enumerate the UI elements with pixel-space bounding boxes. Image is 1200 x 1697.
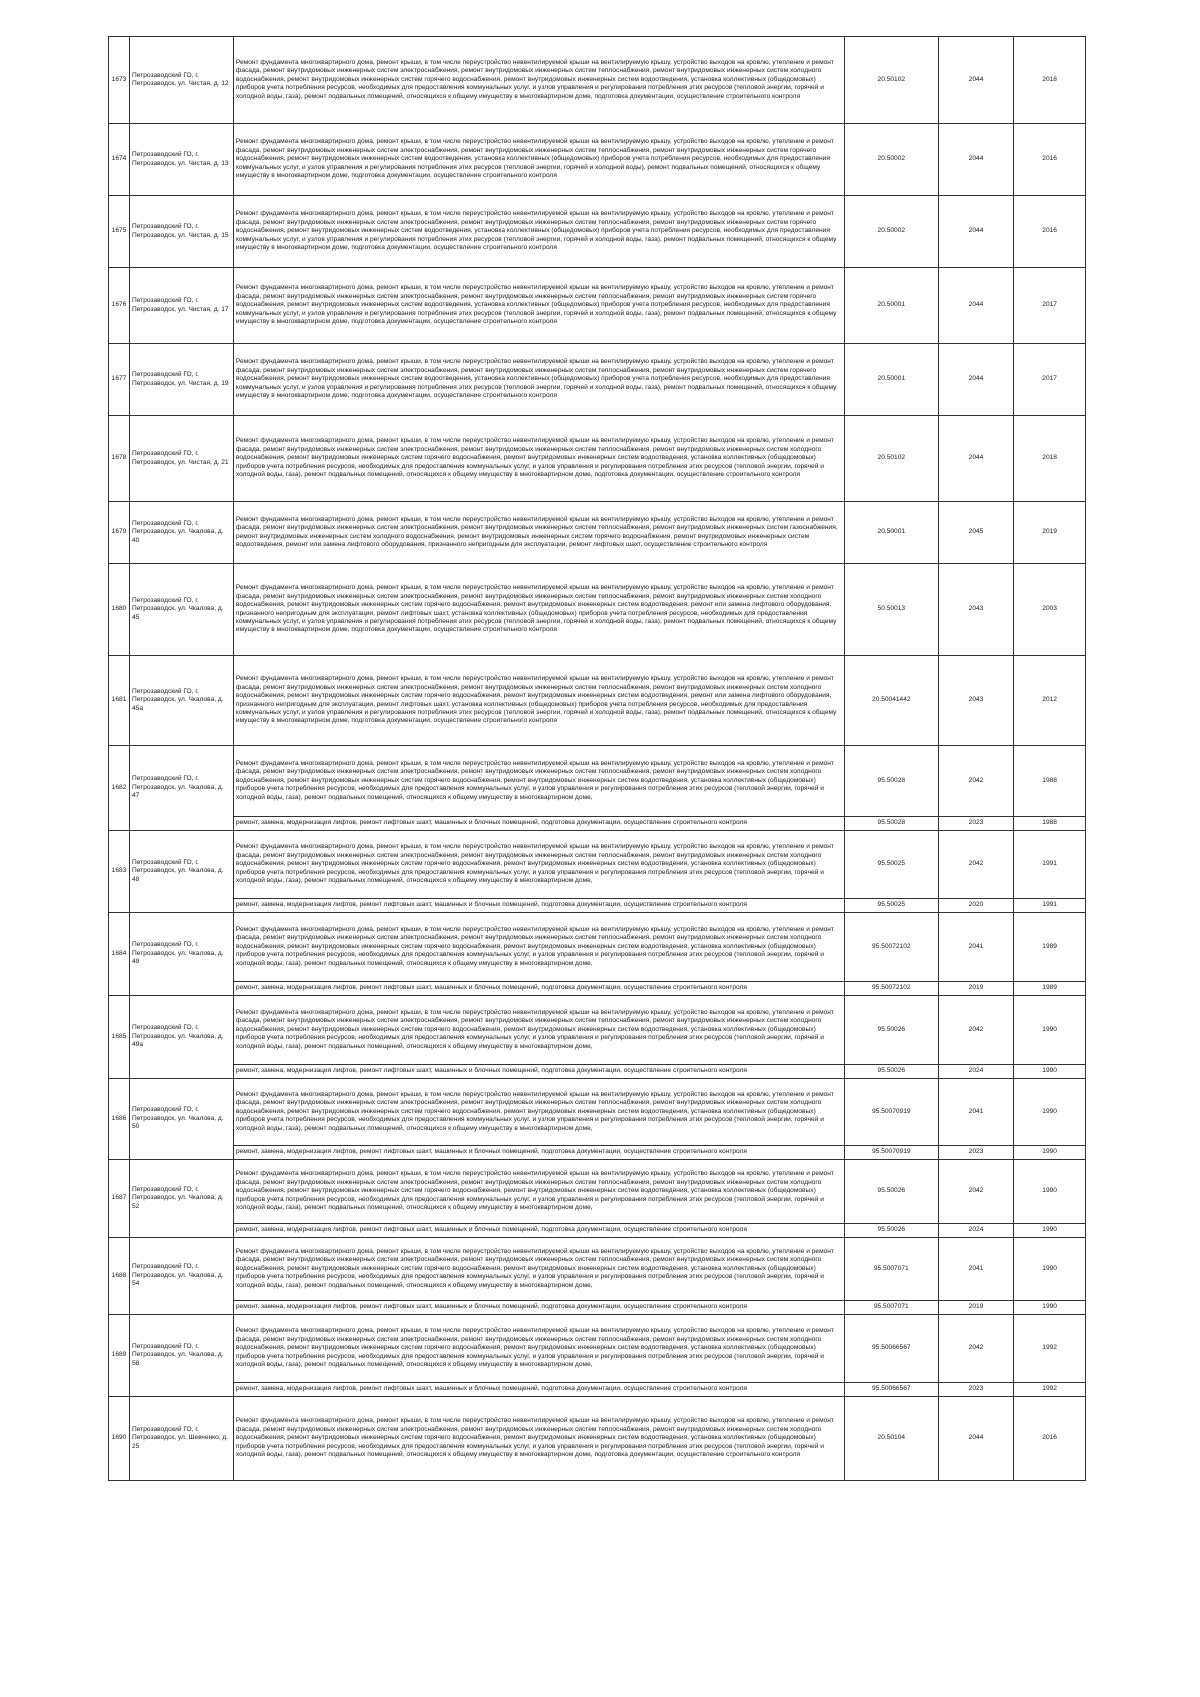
year-built-cell: 2018 [1014, 416, 1086, 502]
address-cell: Петрозаводский ГО, г. Петрозаводск, ул. Чкалова, д. 40 [130, 502, 234, 564]
table-row [109, 124, 1086, 196]
year-built-cell: 1988 [1014, 817, 1086, 831]
table-body [109, 37, 1086, 1481]
row-number-cell: 1687 [109, 1160, 130, 1238]
works-cell: Ремонт фундамента многоквартирного дома, ремонт крыши, в том числе переустройство невентилируемой крыши на вентилируемую крышу, устройство выходов на кровлю, утепление и ремонт фасада, ремонт внутридомовых инженерных систем электроснабжения, ремонт внутридомовых инженерных систем теплоснабжения, ремонт внутридомовых инженерных систем холодного водоснабжения, ремонт внутридомовых инженерных систем горячего водоснабжения, ремонт внутридомовых инженерных систем водоотведения, установка коллективных (общедомовых) приборов учета потребления ресурсов, необходимых для предоставления коммунальных услуг, и узлов управления и регулирования потребления этих ресурсов (тепловой энергии, горячей и холодной воды, газа), ремонт подвальных помещений, относящихся к общему имуществу в многоквартирном доме, [233, 1079, 844, 1146]
row-number-cell: 1683 [109, 831, 130, 913]
table-row [109, 1079, 1086, 1146]
row-number-cell: 1686 [109, 1079, 130, 1160]
address-cell: Петрозаводский ГО, г. Петрозаводск, ул. Чкалова, д. 49а [130, 996, 234, 1079]
row-number-cell: 1673 [109, 37, 130, 124]
year-built-cell: 1990 [1014, 1224, 1086, 1238]
address-cell: Петрозаводский ГО, г. Петрозаводск, ул. Чкалова, д. 48 [130, 831, 234, 913]
row-number-cell: 1690 [109, 1397, 130, 1481]
code-cell: 20.50001 [844, 344, 938, 416]
works-cell: Ремонт фундамента многоквартирного дома, ремонт крыши, в том числе переустройство невентилируемой крыши на вентилируемую крышу, устройство выходов на кровлю, утепление и ремонт фасада, ремонт внутридомовых инженерных систем электроснабжения, ремонт внутридомовых инженерных систем теплоснабжения, ремонт внутридомовых инженерных систем холодного водоснабжения, ремонт внутридомовых инженерных систем горячего водоснабжения, ремонт внутридомовых инженерных систем водоотведения, установка коллективных (общедомовых) приборов учета потребления ресурсов, необходимых для предоставления коммунальных услуг, и узлов управления и регулирования потребления этих ресурсов (тепловой энергии, горячей и холодной воды, газа), ремонт подвальных помещений, относящихся к общему имуществу в многоквартирном доме, подготовка документации, осуществление строительного контроля [233, 37, 844, 124]
year-built-cell: 2017 [1014, 268, 1086, 344]
row-number-cell: 1676 [109, 268, 130, 344]
year-built-cell: 1990 [1014, 1301, 1086, 1315]
works-cell: Ремонт фундамента многоквартирного дома, ремонт крыши, в том числе переустройство невентилируемой крыши на вентилируемую крышу, устройство выходов на кровлю, утепление и ремонт фасада, ремонт внутридомовых инженерных систем электроснабжения, ремонт внутридомовых инженерных систем теплоснабжения, ремонт внутридомовых инженерных систем холодного водоснабжения, ремонт внутридомовых инженерных систем горячего водоснабжения, ремонт внутридомовых инженерных систем водоотведения, ремонт или замена лифтового оборудования, признанного непригодным для эксплуатации, ремонт лифтовых шахт, установка коллективных (общедомовых) приборов учета потребления ресурсов, необходимых для предоставления коммунальных услуг, и узлов управления и регулирования потребления этих ресурсов (тепловой энергии, горячей и холодной воды, газа), ремонт подвальных помещений, относящихся к общему имуществу в многоквартирном доме, подготовка документации, осуществление строительного контроля [233, 564, 844, 656]
row-number-cell: 1675 [109, 196, 130, 268]
planned-year-cell: 2042 [938, 1315, 1013, 1383]
code-cell: 95.50072102 [844, 913, 938, 982]
table-subrow [109, 1146, 1086, 1160]
works-cell: Ремонт фундамента многоквартирного дома, ремонт крыши, в том числе переустройство невентилируемой крыши на вентилируемую крышу, устройство выходов на кровлю, утепление и ремонт фасада, ремонт внутридомовых инженерных систем электроснабжения, ремонт внутридомовых инженерных систем теплоснабжения, ремонт внутридомовых инженерных систем горячего водоснабжения, ремонт внутридомовых инженерных систем водоотведения, установка коллективных (общедомовых) приборов учета потребления ресурсов, необходимых для предоставления коммунальных услуг, и узлов управления и регулирования потребления этих ресурсов (тепловой энергии, горячей и холодной воды, газа), ремонт подвальных помещений, относящихся к общему имуществу в многоквартирном доме, подготовка документации, осуществление строительного контроля [233, 196, 844, 268]
planned-year-cell: 2044 [938, 268, 1013, 344]
code-cell: 95.5007071 [844, 1238, 938, 1301]
code-cell: 95.50072102 [844, 982, 938, 996]
code-cell: 20.50001 [844, 502, 938, 564]
year-built-cell: 2003 [1014, 564, 1086, 656]
code-cell: 95.50070919 [844, 1146, 938, 1160]
code-cell: 20.50001 [844, 268, 938, 344]
row-number-cell: 1681 [109, 656, 130, 746]
code-cell: 95.50025 [844, 831, 938, 899]
code-cell: 20.50002 [844, 196, 938, 268]
planned-year-cell: 2044 [938, 196, 1013, 268]
address-cell: Петрозаводский ГО, г. Петрозаводск, ул. Чкалова, д. 45 [130, 564, 234, 656]
year-built-cell: 1990 [1014, 996, 1086, 1065]
planned-year-cell: 2044 [938, 416, 1013, 502]
planned-year-cell: 2019 [938, 1301, 1013, 1315]
code-cell: 95.5007071 [844, 1301, 938, 1315]
address-cell: Петрозаводский ГО, г. Петрозаводск, ул. Чкалова, д. 58 [130, 1315, 234, 1397]
table-row [109, 746, 1086, 817]
row-number-cell: 1677 [109, 344, 130, 416]
planned-year-cell: 2044 [938, 1397, 1013, 1481]
table-row [109, 656, 1086, 746]
planned-year-cell: 2041 [938, 1079, 1013, 1146]
row-number-cell: 1674 [109, 124, 130, 196]
code-cell: 50.50013 [844, 564, 938, 656]
address-cell: Петрозаводский ГО, г. Петрозаводск, ул. Чкалова, д. 49 [130, 913, 234, 996]
year-built-cell: 1990 [1014, 1160, 1086, 1224]
table-row [109, 416, 1086, 502]
works-cell: Ремонт фундамента многоквартирного дома, ремонт крыши, в том числе переустройство невентилируемой крыши на вентилируемую крышу, устройство выходов на кровлю, утепление и ремонт фасада, ремонт внутридомовых инженерных систем электроснабжения, ремонт внутридомовых инженерных систем теплоснабжения, ремонт внутридомовых инженерных систем холодного водоснабжения, ремонт внутридомовых инженерных систем горячего водоснабжения, ремонт внутридомовых инженерных систем водоотведения, установка коллективных (общедомовых) приборов учета потребления ресурсов, необходимых для предоставления коммунальных услуг, и узлов управления и регулирования потребления этих ресурсов (тепловой энергии, горячей и холодной воды, газа), ремонт подвальных помещений, относящихся к общему имуществу в многоквартирном доме, подготовка документации, осуществление строительного контроля [233, 416, 844, 502]
code-cell: 95.50026 [844, 1065, 938, 1079]
works-cell: Ремонт фундамента многоквартирного дома, ремонт крыши, в том числе переустройство невентилируемой крыши на вентилируемую крышу, устройство выходов на кровлю, утепление и ремонт фасада, ремонт внутридомовых инженерных систем электроснабжения, ремонт внутридомовых инженерных систем теплоснабжения, ремонт внутридомовых инженерных систем холодного водоснабжения, ремонт внутридомовых инженерных систем горячего водоснабжения, ремонт внутридомовых инженерных систем водоотведения, установка коллективных (общедомовых) приборов учета потребления ресурсов, необходимых для предоставления коммунальных услуг, и узлов управления и регулирования потребления этих ресурсов (тепловой энергии, горячей и холодной воды, газа), ремонт подвальных помещений, относящихся к общему имуществу в многоквартирном доме, [233, 1315, 844, 1383]
year-built-cell: 2016 [1014, 124, 1086, 196]
year-built-cell: 1990 [1014, 1079, 1086, 1146]
table-row [109, 996, 1086, 1065]
table-subrow [109, 899, 1086, 913]
row-number-cell: 1679 [109, 502, 130, 564]
planned-year-cell: 2041 [938, 913, 1013, 982]
planned-year-cell: 2045 [938, 502, 1013, 564]
code-cell: 95.50025 [844, 899, 938, 913]
works-cell: Ремонт фундамента многоквартирного дома, ремонт крыши, в том числе переустройство невентилируемой крыши на вентилируемую крышу, устройство выходов на кровлю, утепление и ремонт фасада, ремонт внутридомовых инженерных систем электроснабжения, ремонт внутридомовых инженерных систем теплоснабжения, ремонт внутридомовых инженерных систем холодного водоснабжения, ремонт внутридомовых инженерных систем горячего водоснабжения, ремонт внутридомовых инженерных систем водоотведения, установка коллективных (общедомовых) приборов учета потребления ресурсов, необходимых для предоставления коммунальных услуг, и узлов управления и регулирования потребления этих ресурсов (тепловой энергии, горячей и холодной воды, газа), ремонт подвальных помещений, относящихся к общему имуществу в многоквартирном доме, [233, 996, 844, 1065]
planned-year-cell: 2043 [938, 564, 1013, 656]
table-row [109, 268, 1086, 344]
works-cell: ремонт, замена, модернизация лифтов, ремонт лифтовых шахт, машинных и блочных помещений, подготовка документации, осуществление строительного контроля [233, 899, 844, 913]
address-cell: Петрозаводский ГО, г. Петрозаводск, ул. Чистая, д. 12 [130, 37, 234, 124]
row-number-cell: 1682 [109, 746, 130, 831]
works-cell: Ремонт фундамента многоквартирного дома, ремонт крыши, в том числе переустройство невентилируемой крыши на вентилируемую крышу, устройство выходов на кровлю, утепление и ремонт фасада, ремонт внутридомовых инженерных систем электроснабжения, ремонт внутридомовых инженерных систем теплоснабжения, ремонт внутридомовых инженерных систем горячего водоснабжения, ремонт внутридомовых инженерных систем водоотведения, установка коллективных (общедомовых) приборов учета потребления ресурсов, необходимых для предоставления коммунальных услуг, и узлов управления и регулирования потребления этих ресурсов (тепловой энергии, горячей и холодной воды), ремонт подвальных помещений, относящихся к общему имуществу в многоквартирном доме, подготовка документации, осуществление строительного контроля [233, 124, 844, 196]
table-subrow [109, 1065, 1086, 1079]
planned-year-cell: 2044 [938, 344, 1013, 416]
row-number-cell: 1688 [109, 1238, 130, 1315]
table-subrow [109, 1301, 1086, 1315]
table-row [109, 502, 1086, 564]
address-cell: Петрозаводский ГО, г. Петрозаводск, ул. Чкалова, д. 47 [130, 746, 234, 831]
planned-year-cell: 2041 [938, 1238, 1013, 1301]
code-cell: 20.50104 [844, 1397, 938, 1481]
planned-year-cell: 2042 [938, 1160, 1013, 1224]
planned-year-cell: 2042 [938, 746, 1013, 817]
code-cell: 95.50066567 [844, 1315, 938, 1383]
year-built-cell: 2019 [1014, 502, 1086, 564]
code-cell: 95.50026 [844, 1160, 938, 1224]
table-row [109, 344, 1086, 416]
works-cell: Ремонт фундамента многоквартирного дома, ремонт крыши, в том числе переустройство невентилируемой крыши на вентилируемую крышу, устройство выходов на кровлю, утепление и ремонт фасада, ремонт внутридомовых инженерных систем электроснабжения, ремонт внутридомовых инженерных систем теплоснабжения, ремонт внутридомовых инженерных систем холодного водоснабжения, ремонт внутридомовых инженерных систем горячего водоснабжения, ремонт внутридомовых инженерных систем водоотведения, установка коллективных (общедомовых) приборов учета потребления ресурсов, необходимых для предоставления коммунальных услуг, и узлов управления и регулирования потребления этих ресурсов (тепловой энергии, горячей и холодной воды, газа), ремонт подвальных помещений, относящихся к общему имуществу в многоквартирном доме, [233, 746, 844, 817]
capital-repair-table [108, 36, 1086, 1481]
year-built-cell: 1991 [1014, 831, 1086, 899]
address-cell: Петрозаводский ГО, г. Петрозаводск, ул. Чистая, д. 15 [130, 196, 234, 268]
works-cell: ремонт, замена, модернизация лифтов, ремонт лифтовых шахт, машинных и блочных помещений, подготовка документации, осуществление строительного контроля [233, 1224, 844, 1238]
address-cell: Петрозаводский ГО, г. Петрозаводск, ул. Чистая, д. 17 [130, 268, 234, 344]
year-built-cell: 2018 [1014, 37, 1086, 124]
works-cell: ремонт, замена, модернизация лифтов, ремонт лифтовых шахт, машинных и блочных помещений, подготовка документации, осуществление строительного контроля [233, 817, 844, 831]
code-cell: 95.50028 [844, 817, 938, 831]
address-cell: Петрозаводский ГО, г. Петрозаводск, ул. Чкалова, д. 54 [130, 1238, 234, 1315]
table-row [109, 913, 1086, 982]
year-built-cell: 1990 [1014, 1065, 1086, 1079]
row-number-cell: 1685 [109, 996, 130, 1079]
works-cell: Ремонт фундамента многоквартирного дома, ремонт крыши, в том числе переустройство невентилируемой крыши на вентилируемую крышу, устройство выходов на кровлю, утепление и ремонт фасада, ремонт внутридомовых инженерных систем электроснабжения, ремонт внутридомовых инженерных систем теплоснабжения, ремонт внутридомовых инженерных систем горячего водоснабжения, ремонт внутридомовых инженерных систем водоотведения, установка коллективных (общедомовых) приборов учета потребления ресурсов, необходимых для предоставления коммунальных услуг, и узлов управления и регулирования потребления этих ресурсов (тепловой энергии, горячей и холодной воды, газа), ремонт подвальных помещений, относящихся к общему имуществу в многоквартирном доме, подготовка документации, осуществление строительного контроля [233, 344, 844, 416]
row-number-cell: 1680 [109, 564, 130, 656]
row-number-cell: 1684 [109, 913, 130, 996]
code-cell: 20.50041442 [844, 656, 938, 746]
code-cell: 95.50028 [844, 746, 938, 817]
works-cell: Ремонт фундамента многоквартирного дома, ремонт крыши, в том числе переустройство невентилируемой крыши на вентилируемую крышу, устройство выходов на кровлю, утепление и ремонт фасада, ремонт внутридомовых инженерных систем электроснабжения, ремонт внутридомовых инженерных систем теплоснабжения, ремонт внутридомовых инженерных систем холодного водоснабжения, ремонт внутридомовых инженерных систем горячего водоснабжения, ремонт внутридомовых инженерных систем водоотведения, установка коллективных (общедомовых) приборов учета потребления ресурсов, необходимых для предоставления коммунальных услуг, и узлов управления и регулирования потребления этих ресурсов (тепловой энергии, горячей и холодной воды, газа), ремонт подвальных помещений, относящихся к общему имуществу в многоквартирном доме, [233, 831, 844, 899]
code-cell: 20.50002 [844, 124, 938, 196]
year-built-cell: 2016 [1014, 196, 1086, 268]
works-cell: ремонт, замена, модернизация лифтов, ремонт лифтовых шахт, машинных и блочных помещений, подготовка документации, осуществление строительного контроля [233, 982, 844, 996]
address-cell: Петрозаводский ГО, г. Петрозаводск, ул. Чистая, д. 13 [130, 124, 234, 196]
table-subrow [109, 982, 1086, 996]
year-built-cell: 1988 [1014, 746, 1086, 817]
works-cell: Ремонт фундамента многоквартирного дома, ремонт крыши, в том числе переустройство невентилируемой крыши на вентилируемую крышу, устройство выходов на кровлю, утепление и ремонт фасада, ремонт внутридомовых инженерных систем электроснабжения, ремонт внутридомовых инженерных систем теплоснабжения, ремонт внутридомовых инженерных систем холодного водоснабжения, ремонт внутридомовых инженерных систем горячего водоснабжения, ремонт внутридомовых инженерных систем водоотведения, установка коллективных (общедомовых) приборов учета потребления ресурсов, необходимых для предоставления коммунальных услуг, и узлов управления и регулирования потребления этих ресурсов (тепловой энергии, горячей и холодной воды, газа), ремонт подвальных помещений, относящихся к общему имуществу в многоквартирном доме, [233, 1160, 844, 1224]
table-row [109, 564, 1086, 656]
table-row [109, 1160, 1086, 1224]
planned-year-cell: 2044 [938, 124, 1013, 196]
year-built-cell: 1991 [1014, 899, 1086, 913]
year-built-cell: 1989 [1014, 982, 1086, 996]
works-cell: Ремонт фундамента многоквартирного дома, ремонт крыши, в том числе переустройство невентилируемой крыши на вентилируемую крышу, устройство выходов на кровлю, утепление и ремонт фасада, ремонт внутридомовых инженерных систем электроснабжения, ремонт внутридомовых инженерных систем теплоснабжения, ремонт внутридомовых инженерных систем холодного водоснабжения, ремонт внутридомовых инженерных систем горячего водоснабжения, ремонт внутридомовых инженерных систем водоотведения, установка коллективных (общедомовых) приборов учета потребления ресурсов, необходимых для предоставления коммунальных услуг, и узлов управления и регулирования потребления этих ресурсов (тепловой энергии, горячей и холодной воды, газа), ремонт подвальных помещений, относящихся к общему имуществу в многоквартирном доме, [233, 913, 844, 982]
planned-year-cell: 2024 [938, 1065, 1013, 1079]
address-cell: Петрозаводский ГО, г. Петрозаводск, ул. Чкалова, д. 52 [130, 1160, 234, 1238]
planned-year-cell: 2023 [938, 817, 1013, 831]
table-subrow [109, 1224, 1086, 1238]
code-cell: 95.50026 [844, 996, 938, 1065]
table-subrow [109, 817, 1086, 831]
works-cell: Ремонт фундамента многоквартирного дома, ремонт крыши, в том числе переустройство невентилируемой крыши на вентилируемую крышу, устройство выходов на кровлю, утепление и ремонт фасада, ремонт внутридомовых инженерных систем электроснабжения, ремонт внутридомовых инженерных систем теплоснабжения, ремонт внутридомовых инженерных систем горячего водоснабжения, ремонт внутридомовых инженерных систем водоотведения, установка коллективных (общедомовых) приборов учета потребления ресурсов, необходимых для предоставления коммунальных услуг, и узлов управления и регулирования потребления этих ресурсов (тепловой энергии, горячей и холодной воды, газа), ремонт подвальных помещений, относящихся к общему имуществу в многоквартирном доме, подготовка документации, осуществление строительного контроля [233, 268, 844, 344]
year-built-cell: 1992 [1014, 1383, 1086, 1397]
planned-year-cell: 2023 [938, 1146, 1013, 1160]
works-cell: ремонт, замена, модернизация лифтов, ремонт лифтовых шахт, машинных и блочных помещений, подготовка документации, осуществление строительного контроля [233, 1146, 844, 1160]
year-built-cell: 2017 [1014, 344, 1086, 416]
table-row [109, 1315, 1086, 1383]
code-cell: 95.50026 [844, 1224, 938, 1238]
planned-year-cell: 2024 [938, 1224, 1013, 1238]
works-cell: Ремонт фундамента многоквартирного дома, ремонт крыши, в том числе переустройство невентилируемой крыши на вентилируемую крышу, устройство выходов на кровлю, утепление и ремонт фасада, ремонт внутридомовых инженерных систем электроснабжения, ремонт внутридомовых инженерных систем теплоснабжения, ремонт внутридомовых инженерных систем холодного водоснабжения, ремонт внутридомовых инженерных систем горячего водоснабжения, ремонт внутридомовых инженерных систем водоотведения, установка коллективных (общедомовых) приборов учета потребления ресурсов, необходимых для предоставления коммунальных услуг, и узлов управления и регулирования потребления этих ресурсов (тепловой энергии, горячей и холодной воды, газа), ремонт подвальных помещений, относящихся к общему имуществу в многоквартирном доме, [233, 1238, 844, 1301]
table-row [109, 1397, 1086, 1481]
works-cell: Ремонт фундамента многоквартирного дома, ремонт крыши, в том числе переустройство невентилируемой крыши на вентилируемую крышу, устройство выходов на кровлю, утепление и ремонт фасада, ремонт внутридомовых инженерных систем электроснабжения, ремонт внутридомовых инженерных систем теплоснабжения, ремонт внутридомовых инженерных систем холодного водоснабжения, ремонт внутридомовых инженерных систем горячего водоснабжения, ремонт внутридомовых инженерных систем водоотведения, ремонт или замена лифтового оборудования, признанного непригодным для эксплуатации, ремонт лифтовых шахт, установка коллективных (общедомовых) приборов учета потребления ресурсов, необходимых для предоставления коммунальных услуг, и узлов управления и регулирования потребления этих ресурсов (тепловой энергии, горячей и холодной воды, газа), ремонт подвальных помещений, относящихся к общему имуществу в многоквартирном доме, подготовка документации, осуществление строительного контроля [233, 656, 844, 746]
table-row [109, 831, 1086, 899]
works-cell: Ремонт фундамента многоквартирного дома, ремонт крыши, в том числе переустройство невентилируемой крыши на вентилируемую крышу, устройство выходов на кровлю, утепление и ремонт фасада, ремонт внутридомовых инженерных систем электроснабжения, ремонт внутридомовых инженерных систем теплоснабжения, ремонт внутридомовых инженерных систем холодного водоснабжения, ремонт внутридомовых инженерных систем горячего водоснабжения, ремонт внутридомовых инженерных систем водоотведения, установка коллективных (общедомовых) приборов учета потребления ресурсов, необходимых для предоставления коммунальных услуг, и узлов управления и регулирования потребления этих ресурсов (тепловой энергии, горячей и холодной воды, газа), ремонт подвальных помещений, относящихся к общему имуществу в многоквартирном доме, подготовка документации, осуществление строительного контроля [233, 1397, 844, 1481]
works-cell: ремонт, замена, модернизация лифтов, ремонт лифтовых шахт, машинных и блочных помещений, подготовка документации, осуществление строительного контроля [233, 1065, 844, 1079]
row-number-cell: 1678 [109, 416, 130, 502]
planned-year-cell: 2043 [938, 656, 1013, 746]
year-built-cell: 1990 [1014, 1238, 1086, 1301]
works-cell: Ремонт фундамента многоквартирного дома, ремонт крыши, в том числе переустройство невентилируемой крыши на вентилируемую крышу, устройство выходов на кровлю, утепление и ремонт фасада, ремонт внутридомовых инженерных систем электроснабжения, ремонт внутридомовых инженерных систем теплоснабжения, ремонт внутридомовых инженерных систем газоснабжения, ремонт внутридомовых инженерных систем холодного водоснабжения, ремонт внутридомовых инженерных систем горячего водоснабжения, ремонт внутридомовых инженерных систем водоотведения, ремонт или замена лифтового оборудования, признанного непригодным для эксплуатации, ремонт лифтовых шахт, осуществление строительного контроля [233, 502, 844, 564]
planned-year-cell: 2023 [938, 1383, 1013, 1397]
code-cell: 95.50066567 [844, 1383, 938, 1397]
table-row [109, 1238, 1086, 1301]
table-row [109, 196, 1086, 268]
address-cell: Петрозаводский ГО, г. Петрозаводск, ул. Чкалова, д. 50 [130, 1079, 234, 1160]
code-cell: 20.50102 [844, 416, 938, 502]
address-cell: Петрозаводский ГО, г. Петрозаводск, ул. Чистая, д. 21 [130, 416, 234, 502]
address-cell: Петрозаводский ГО, г. Петрозаводск, ул. Чистая, д. 19 [130, 344, 234, 416]
table-subrow [109, 1383, 1086, 1397]
code-cell: 20.50102 [844, 37, 938, 124]
table-row [109, 37, 1086, 124]
year-built-cell: 1990 [1014, 1146, 1086, 1160]
year-built-cell: 1989 [1014, 913, 1086, 982]
year-built-cell: 1992 [1014, 1315, 1086, 1383]
planned-year-cell: 2020 [938, 899, 1013, 913]
year-built-cell: 2012 [1014, 656, 1086, 746]
planned-year-cell: 2042 [938, 996, 1013, 1065]
row-number-cell: 1689 [109, 1315, 130, 1397]
works-cell: ремонт, замена, модернизация лифтов, ремонт лифтовых шахт, машинных и блочных помещений, подготовка документации, осуществление строительного контроля [233, 1383, 844, 1397]
address-cell: Петрозаводский ГО, г. Петрозаводск, ул. Шевченко, д. 25 [130, 1397, 234, 1481]
works-cell: ремонт, замена, модернизация лифтов, ремонт лифтовых шахт, машинных и блочных помещений, подготовка документации, осуществление строительного контроля [233, 1301, 844, 1315]
code-cell: 95.50070919 [844, 1079, 938, 1146]
planned-year-cell: 2019 [938, 982, 1013, 996]
planned-year-cell: 2042 [938, 831, 1013, 899]
year-built-cell: 2016 [1014, 1397, 1086, 1481]
planned-year-cell: 2044 [938, 37, 1013, 124]
address-cell: Петрозаводский ГО, г. Петрозаводск, ул. Чкалова, д. 45а [130, 656, 234, 746]
